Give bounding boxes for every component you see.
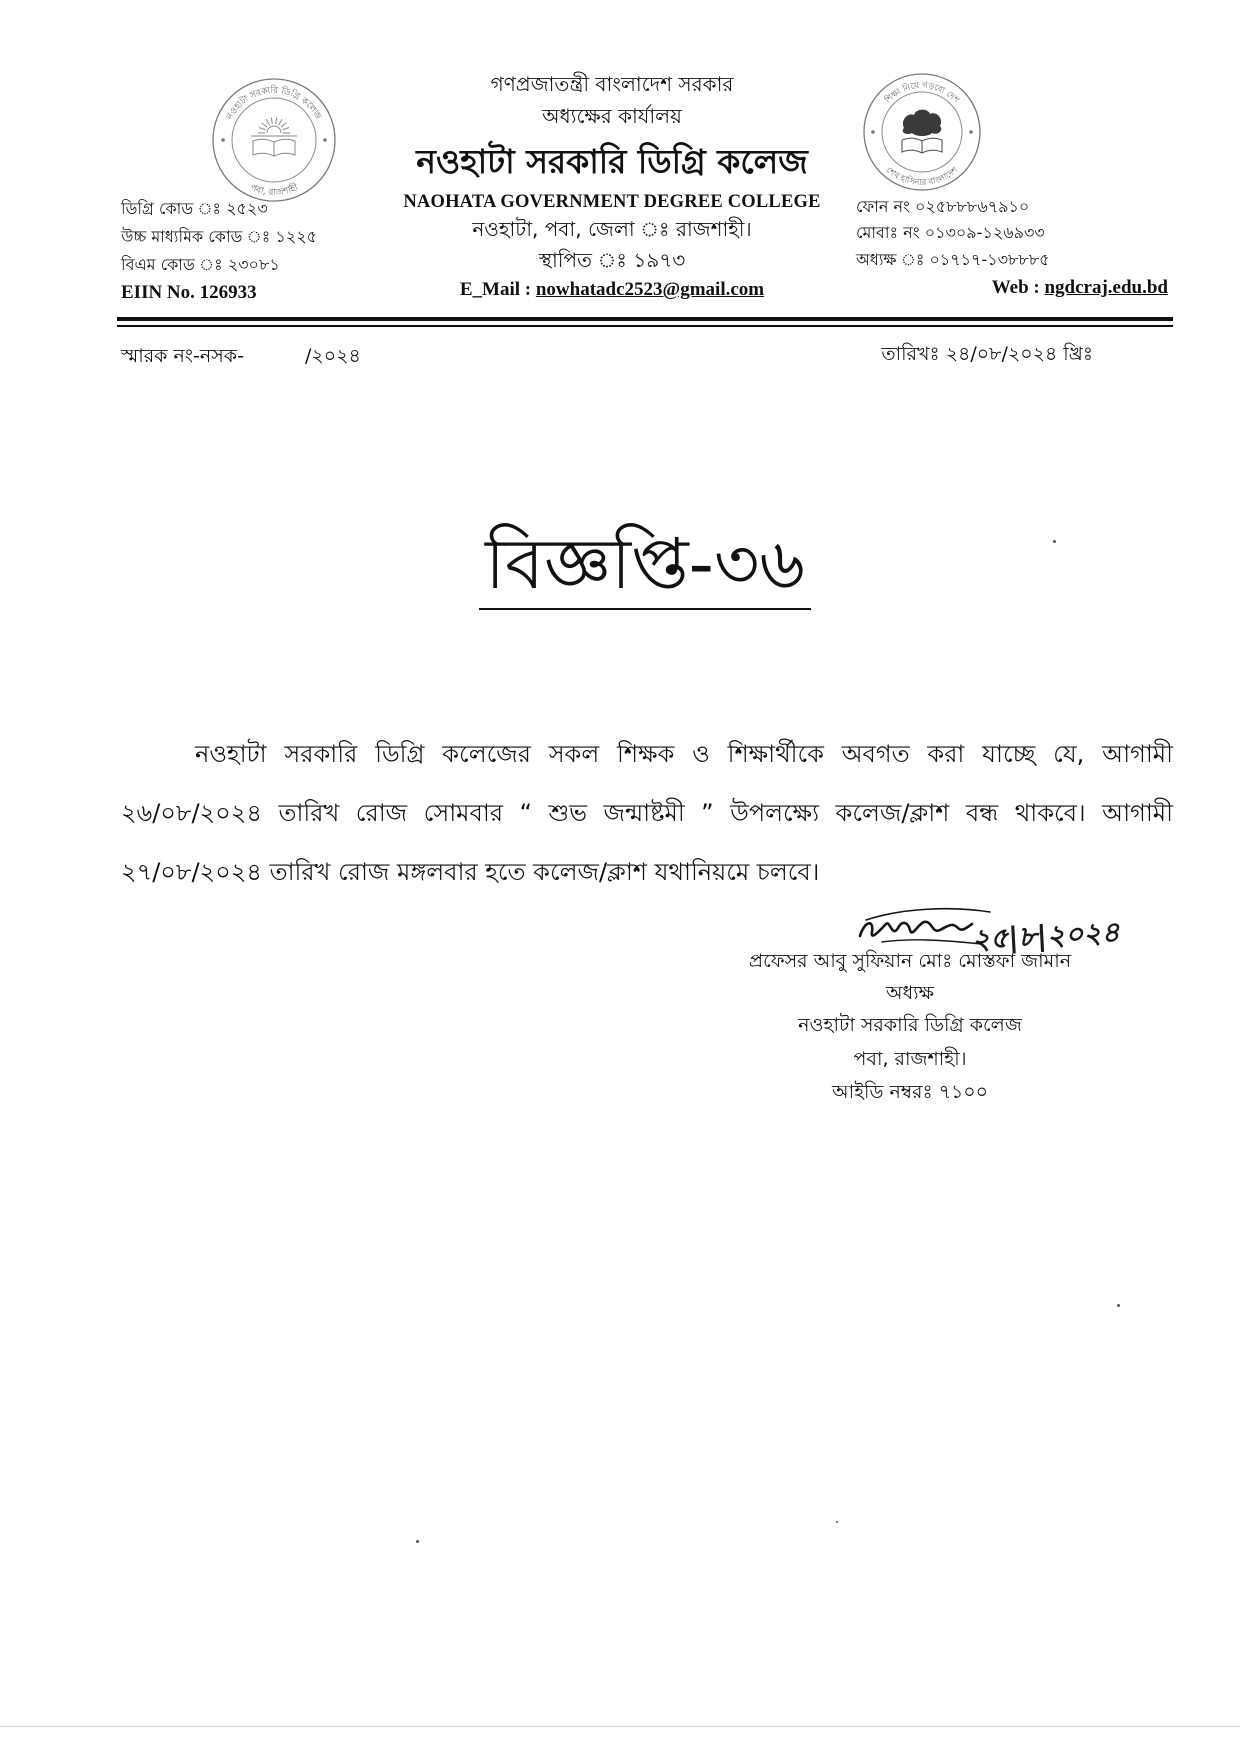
signatory-id-number: আইডি নম্বরঃ ৭১০০ [831, 1081, 989, 1103]
seal-separator-dot [969, 130, 973, 134]
website-line [992, 277, 1168, 300]
open-book-icon [902, 138, 942, 153]
letterhead-divider-thick [117, 317, 1173, 321]
mobile-number: মোবাঃ নং ০১৩০৯-১২৬৯৩৩ [856, 223, 1045, 242]
sunrise-emblem-icon [251, 117, 297, 136]
college-seal-logo [209, 75, 339, 205]
seal-separator-dot [323, 138, 327, 142]
signatory-name: প্রফেসর আবু সুফিয়ান মোঃ মোস্তফা জামান [748, 950, 1072, 972]
open-book-icon [253, 139, 295, 156]
degree-code: ডিগ্রি কোড ঃ ২৫২৩ [121, 199, 268, 218]
office-heading: অধ্যক্ষের কার্যালয় [542, 104, 682, 128]
seal-outer-ring [213, 79, 335, 201]
college-name-bengali: নওহাটা সরকারি ডিগ্রি কলেজ [416, 142, 808, 181]
notice-title-wrapper [345, 522, 945, 610]
government-heading: গণপ্রজাতন্ত্রী বাংলাদেশ সরকার [490, 72, 734, 96]
signature-handwritten-date: ২৫|৮|২০২৪ [971, 915, 1121, 956]
scan-speck [1117, 1304, 1120, 1307]
scan-speck [1053, 540, 1056, 543]
seal-separator-dot [871, 130, 875, 134]
phone-number: ফোন নং ০২৫৮৮৮৬৭৯১০ [856, 197, 1030, 216]
memo-reference: স্মারক নং-নসক- [121, 345, 244, 367]
website-label: Web : [991, 277, 1045, 298]
eiin-number: EIIN No. 126933 [121, 282, 257, 303]
bm-code: বিএম কোড ঃ ২৩০৮১ [121, 255, 280, 274]
seal-separator-dot [221, 138, 225, 142]
notice-body: নওহাটা সরকারি ডিগ্রি কলেজের সকল শিক্ষক ও শিক্ষার্থীকে অবগত করা যাচ্ছে যে, আগামী ২৬/০৮/২০২৪ তারিখ রোজ সোমবার “ শুভ জন্মাষ্টমী ” উপলক্ষ্যে কলেজ/ক্লাশ বন্ধ থাকবে। আগামী ২৭/০৮/২০২৪ তারিখ রোজ মঙ্গলবার হতে কলেজ/ক্লাশ যথানিয়মে চলবে। [121, 740, 1173, 886]
notice-title: বিজ্ঞপ্তি-৩৬ [479, 522, 811, 610]
seal-top-text: শিক্ষা নিয়ে গড়বো দেশ [883, 80, 961, 106]
memo-date: তারিখঃ ২৪/০৮/২০২৪ খ্রিঃ [881, 343, 1093, 365]
college-name-english: NAOHATA GOVERNMENT DEGREE COLLEGE [403, 192, 821, 212]
college-address: নওহাটা, পবা, জেলা ঃ রাজশাহী। [472, 217, 752, 241]
seal-top-text: নওহাটা সরকারি ডিগ্রি কলেজ [225, 85, 323, 122]
email-label: E_Mail : [459, 279, 536, 300]
signatory-location: পবা, রাজশাহী। [853, 1048, 967, 1070]
signatory-institution: নওহাটা সরকারি ডিগ্রি কলেজ [798, 1014, 1022, 1036]
principal-phone: অধ্যক্ষ ঃ ০১৭১৭-১৩৮৮৮৫ [856, 250, 1050, 269]
scan-speck [416, 1540, 419, 1543]
memo-reference-year: /২০২৪ [305, 345, 361, 367]
scan-speck [836, 1521, 838, 1523]
email-link[interactable]: nowhatadc2523@gmail.com [535, 279, 765, 300]
website-link[interactable]: ngdcraj.edu.bd [1044, 277, 1168, 298]
seal-bottom-text: শেখ হাসিনার বাংলাদেশ [883, 165, 961, 189]
email-line [332, 279, 892, 302]
established-year: স্থাপিত ঃ ১৯৭৩ [538, 248, 686, 272]
signatory-designation: অধ্যক্ষ [885, 982, 934, 1004]
scan-edge-line [0, 1726, 1240, 1727]
tree-canopy-icon [903, 110, 942, 136]
seal-inner-ring [232, 98, 316, 182]
seal-bottom-text: পবা, রাজশাহী [248, 182, 300, 199]
hsc-code: উচ্চ মাধ্যমিক কোড ঃ ১২২৫ [121, 227, 317, 246]
letterhead-divider-thin [117, 325, 1173, 327]
